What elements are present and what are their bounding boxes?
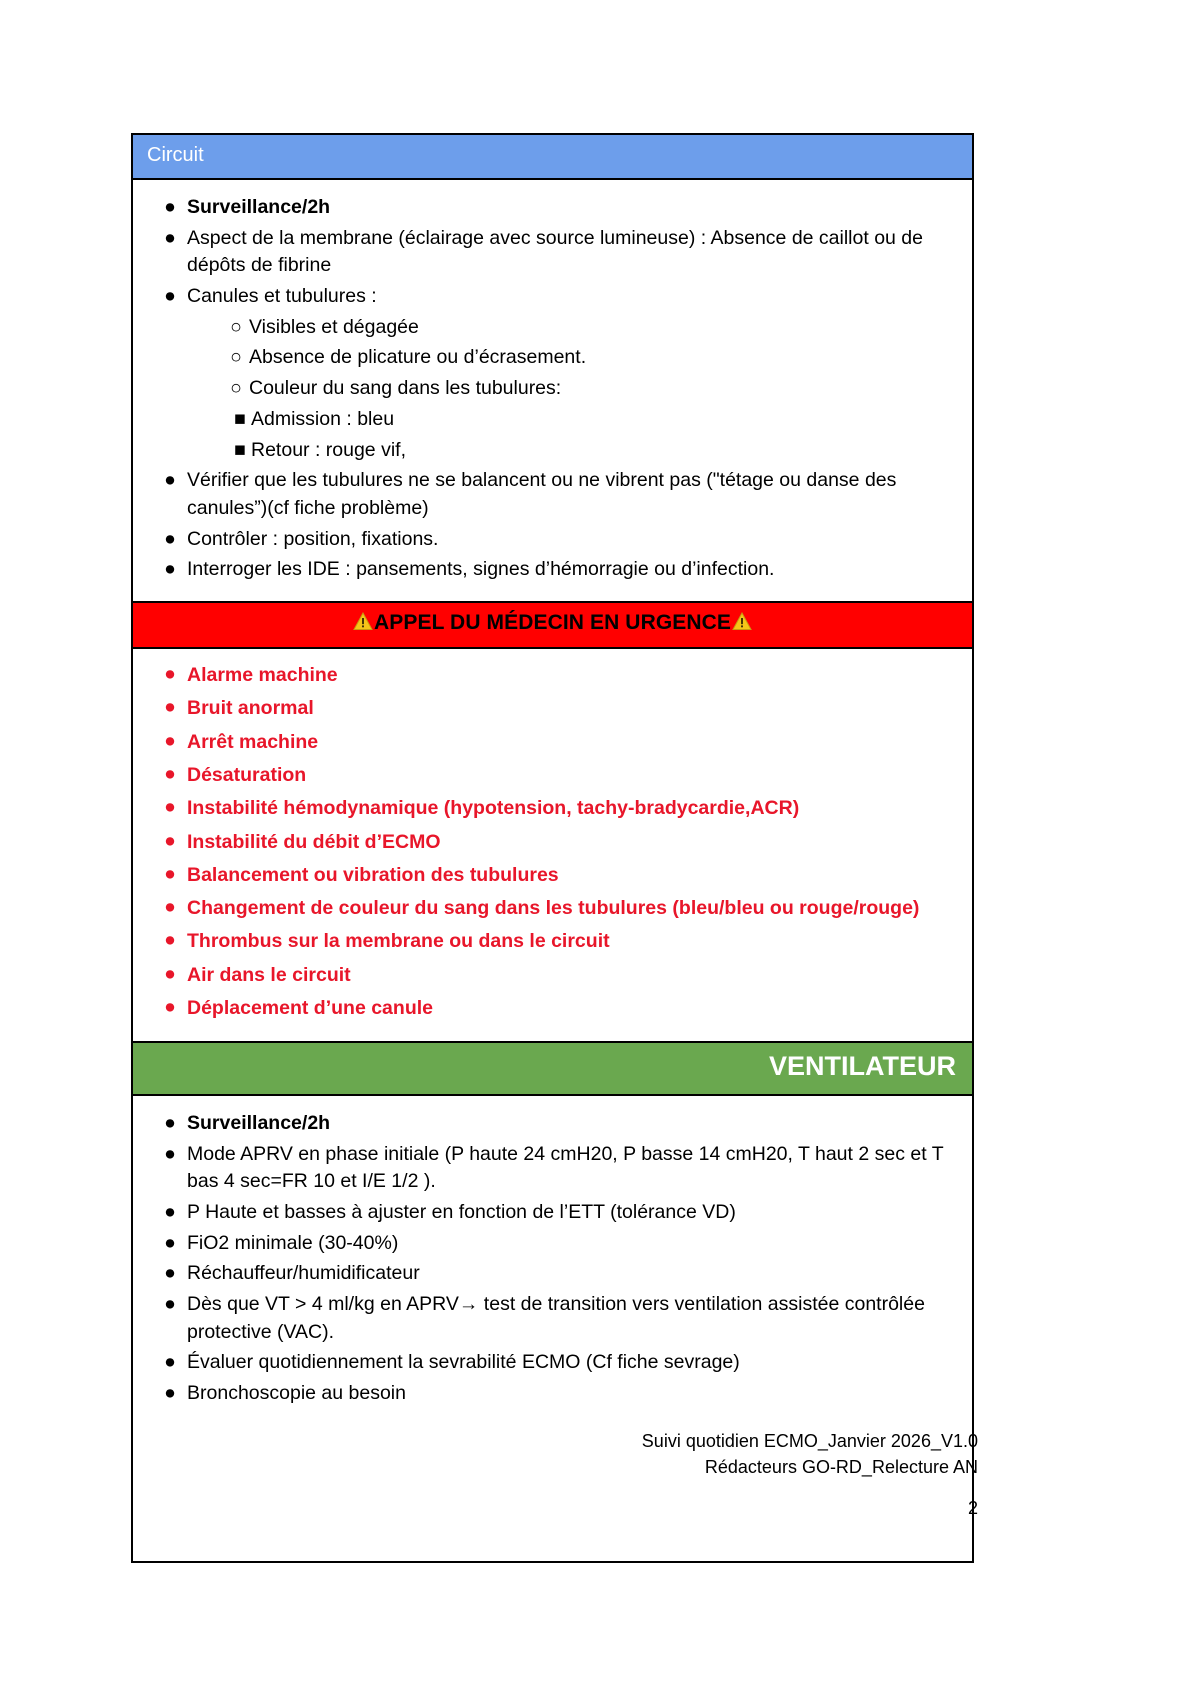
list-item [151, 1291, 956, 1346]
list-item [151, 225, 956, 280]
section-header-emergency-call [133, 601, 972, 649]
list-item-text: Instabilité du débit d’ECMO [187, 830, 441, 853]
list-item-text: Vérifier que les tubulures ne se balancent ou ne vibrent pas ("tétage ou danse des canules”)(cf fiche problème) [187, 469, 897, 519]
list-item [151, 1380, 956, 1408]
section-header-ventilateur-label: VENTILATEUR [769, 1051, 956, 1082]
list-item [151, 467, 956, 522]
section-body-circuit [133, 180, 972, 601]
bullet-disc-icon: ● [164, 1200, 176, 1223]
list-item [151, 526, 956, 554]
list-item [221, 406, 956, 434]
list-item [151, 794, 956, 822]
list-item-text: Interroger les IDE : pansements, signes d’hémorragie ou d’infection. [187, 558, 775, 581]
list-item-text: Air dans le circuit [187, 963, 351, 986]
list-item-text: Réchauffeur/humidificateur [187, 1262, 420, 1285]
list-item-text: Canules et tubulures : [187, 285, 377, 308]
bullet-circle-icon: ○ [230, 377, 242, 400]
page-number: 2 [967, 1498, 978, 1518]
list-item-text: Retour : rouge vif, [251, 438, 406, 461]
bullet-disc-icon: ● [164, 1382, 176, 1405]
list-item [151, 961, 956, 989]
bullet-disc-icon: ● [164, 469, 176, 492]
list-item-text: Désaturation [187, 763, 307, 786]
list-item-text: Balancement ou vibration des tubulures [187, 863, 559, 886]
ecmo-protocol-table [131, 133, 974, 1563]
section-header-ventilateur [133, 1041, 972, 1096]
bullet-disc-icon: ● [164, 1262, 176, 1285]
section-header-emergency-call-label: APPEL DU MÉDECIN EN URGENCE [373, 610, 732, 634]
bullet-disc-icon: ● [164, 929, 176, 952]
emergency-list [151, 661, 956, 1022]
warning-triangle-icon [732, 612, 752, 638]
list-item [151, 194, 956, 222]
list-item-text: Déplacement d’une canule [187, 996, 433, 1019]
bullet-disc-icon: ● [164, 1111, 176, 1134]
warning-triangle-icon [353, 612, 373, 638]
list-item [151, 1230, 956, 1258]
list-item [151, 861, 956, 889]
list-item [221, 437, 956, 465]
list-item-text: Visibles et dégagée [249, 315, 419, 338]
list-item [151, 894, 956, 922]
bullet-disc-icon: ● [164, 663, 176, 686]
bullet-disc-icon: ● [164, 796, 176, 819]
section-header-circuit-label: Circuit [147, 144, 204, 166]
list-item-text: Arrêt machine [187, 730, 319, 753]
list-item-text: Changement de couleur du sang dans les tubulures (bleu/bleu ou rouge/rouge) [187, 897, 920, 920]
page-footer [0, 1428, 1200, 1480]
footer-line-2: Rédacteurs GO-RD_Relecture AN [704, 1457, 978, 1478]
list-item [151, 1349, 956, 1377]
bullet-square-icon: ■ [234, 438, 246, 461]
bullet-disc-icon: ● [164, 527, 176, 550]
bullet-disc-icon: ● [164, 995, 176, 1018]
list-item [151, 828, 956, 856]
bullet-disc-icon: ● [164, 762, 176, 785]
bullet-disc-icon: ● [164, 829, 176, 852]
circuit-list-level3 [221, 406, 956, 464]
list-item [151, 1110, 956, 1138]
list-item [151, 661, 956, 689]
list-item-text: FiO2 minimale (30-40%) [187, 1231, 399, 1254]
list-item-text: Surveillance/2h [187, 1111, 331, 1134]
bullet-disc-icon: ● [164, 729, 176, 752]
list-item-text: Bronchoscopie au besoin [187, 1382, 406, 1405]
section-body-ventilateur [133, 1096, 972, 1561]
list-item-text: Instabilité hémodynamique (hypotension, tachy-bradycardie,ACR) [187, 797, 800, 820]
list-item [217, 344, 956, 372]
list-item [151, 1260, 956, 1288]
circuit-list-level1 [151, 194, 956, 311]
bullet-disc-icon: ● [164, 1231, 176, 1254]
list-item-text: Admission : bleu [251, 407, 395, 430]
circuit-list-level2 [217, 314, 956, 403]
list-item [151, 761, 956, 789]
list-item-text: Surveillance/2h [187, 196, 331, 218]
bullet-disc-icon: ● [164, 1351, 176, 1374]
bullet-disc-icon: ● [164, 285, 176, 308]
list-item [151, 694, 956, 722]
list-item [151, 1141, 956, 1196]
list-item [217, 314, 956, 342]
bullet-disc-icon: ● [164, 1142, 176, 1165]
section-body-emergency-call [133, 649, 972, 1041]
list-item [151, 283, 956, 311]
list-item-text: Mode APRV en phase initiale (P haute 24 cmH20, P basse 14 cmH20, T haut 2 sec et T bas 4 sec=FR 10 et I/E 1/2 ). [187, 1142, 944, 1193]
list-item [151, 728, 956, 756]
bullet-disc-icon: ● [164, 962, 176, 985]
list-item-text: Contrôler : position, fixations. [187, 527, 439, 550]
list-item [151, 994, 956, 1022]
list-item-text: Alarme machine [187, 664, 338, 687]
bullet-disc-icon: ● [164, 1292, 176, 1315]
list-item-text: Absence de plicature ou d’écrasement. [249, 346, 587, 369]
bullet-square-icon: ■ [234, 407, 246, 430]
list-item-text: Dès que VT > 4 ml/kg en APRV→ test de transition vers ventilation assistée contrôlée protective (VAC). [187, 1292, 925, 1343]
list-item [151, 927, 956, 955]
list-item [151, 1199, 956, 1227]
bullet-disc-icon: ● [164, 196, 176, 218]
list-item-text: Thrombus sur la membrane ou dans le circuit [187, 930, 610, 953]
bullet-disc-icon: ● [164, 226, 176, 249]
bullet-circle-icon: ○ [230, 346, 242, 369]
list-item [217, 375, 956, 403]
section-header-circuit [133, 135, 972, 180]
list-item-text: Bruit anormal [187, 697, 314, 720]
list-item [151, 556, 956, 584]
bullet-disc-icon: ● [164, 558, 176, 581]
bullet-disc-icon: ● [164, 896, 176, 919]
circuit-list-level1-cont [151, 467, 956, 584]
list-item-text: Aspect de la membrane (éclairage avec source lumineuse) : Absence de caillot ou de dépôts de fibrine [187, 226, 923, 277]
list-item-text: P Haute et basses à ajuster en fonction de l’ETT (tolérance VD) [187, 1200, 736, 1223]
list-item-text: Évaluer quotidiennement la sevrabilité ECMO (Cf fiche sevrage) [187, 1351, 740, 1374]
list-item-text: Couleur du sang dans les tubulures: [249, 377, 562, 400]
ventilateur-list [151, 1110, 956, 1408]
footer-line-1: Suivi quotidien ECMO_Janvier 2026_V1.0 [641, 1431, 978, 1451]
bullet-circle-icon: ○ [230, 315, 242, 338]
bullet-disc-icon: ● [164, 696, 176, 719]
bullet-disc-icon: ● [164, 862, 176, 885]
